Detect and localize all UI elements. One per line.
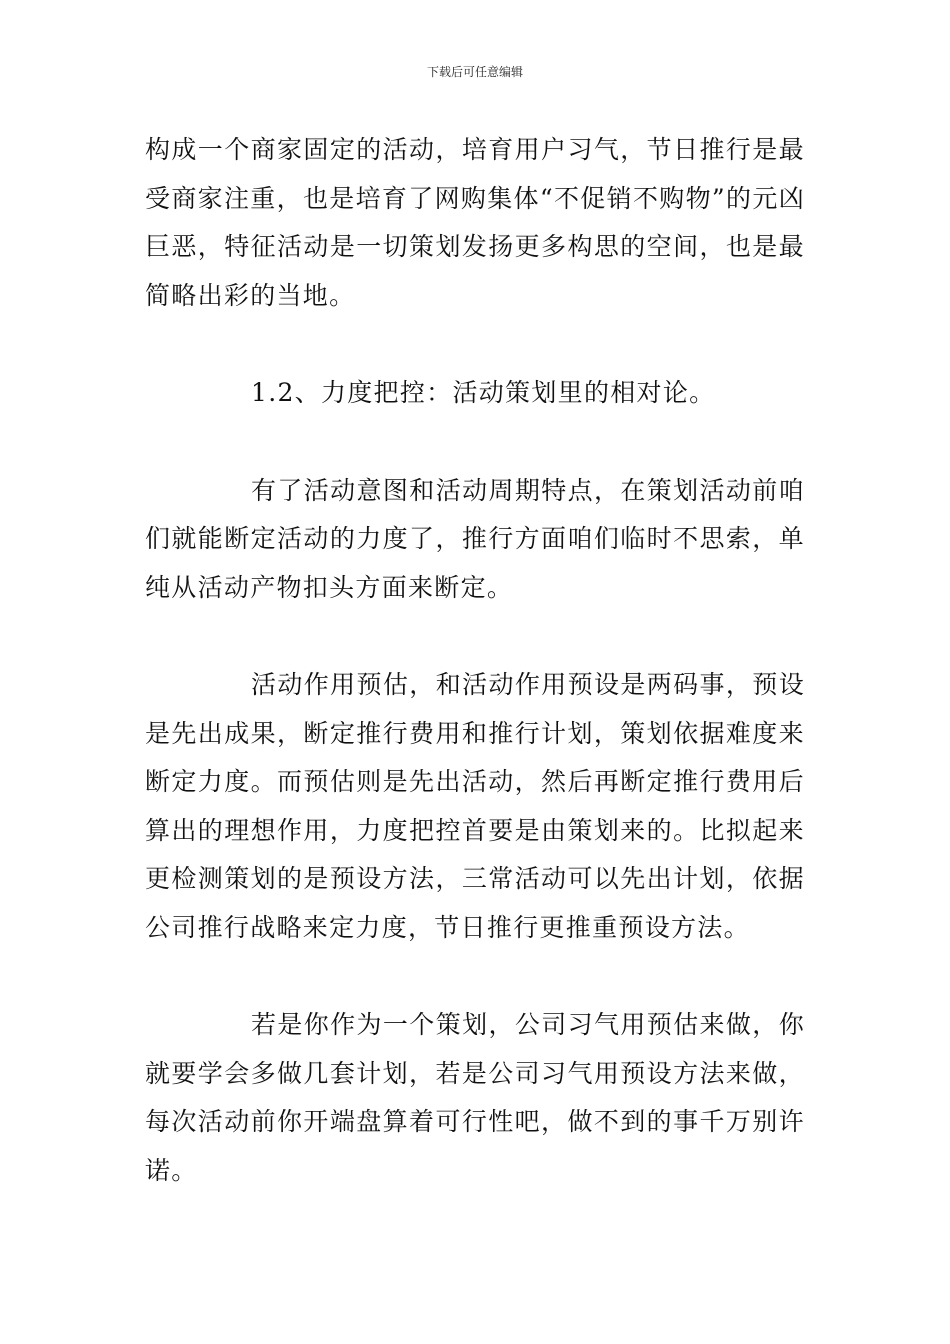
paragraph-spacer	[145, 418, 805, 467]
page-header: 下载后可任意编辑	[426, 65, 523, 79]
paragraph-spacer	[145, 612, 805, 661]
paragraph: 若是你作为一个策划，公司习气用预估来做，你就要学会多做几套计划，若是公司习气用预设方法来做，每次活动前你开端盘算着可行性吧，做不到的事千万别许诺。	[145, 1010, 805, 1185]
section-heading: 1.2、力度把控：活动策划里的相对论。	[251, 378, 716, 407]
paragraph-spacer	[145, 952, 805, 1001]
document-body	[145, 126, 805, 1195]
paragraph: 有了活动意图和活动周期特点，在策划活动前咱们就能断定活动的力度了，推行方面咱们临时不思索，单纯从活动产物扣头方面来断定。	[145, 475, 805, 602]
paragraph-spacer	[145, 320, 805, 369]
paragraph-continued: 构成一个商家固定的活动，培育用户习气，节日推行是最受商家注重，也是培育了网购集体“不促销不购物”的元凶巨恶，特征活动是一切策划发扬更多构思的空间，也是最简略出彩的当地。	[145, 135, 805, 310]
paragraph: 活动作用预估，和活动作用预设是两码事，预设是先出成果，断定推行费用和推行计划，策划依据难度来断定力度。而预估则是先出活动，然后再断定推行费用后算出的理想作用，力度把控首要是由策划来的。比拟起来更检测策划的是预设方法，三常活动可以先出计划，依据公司推行战略来定力度，节日推行更推重预设方法。	[145, 670, 805, 942]
